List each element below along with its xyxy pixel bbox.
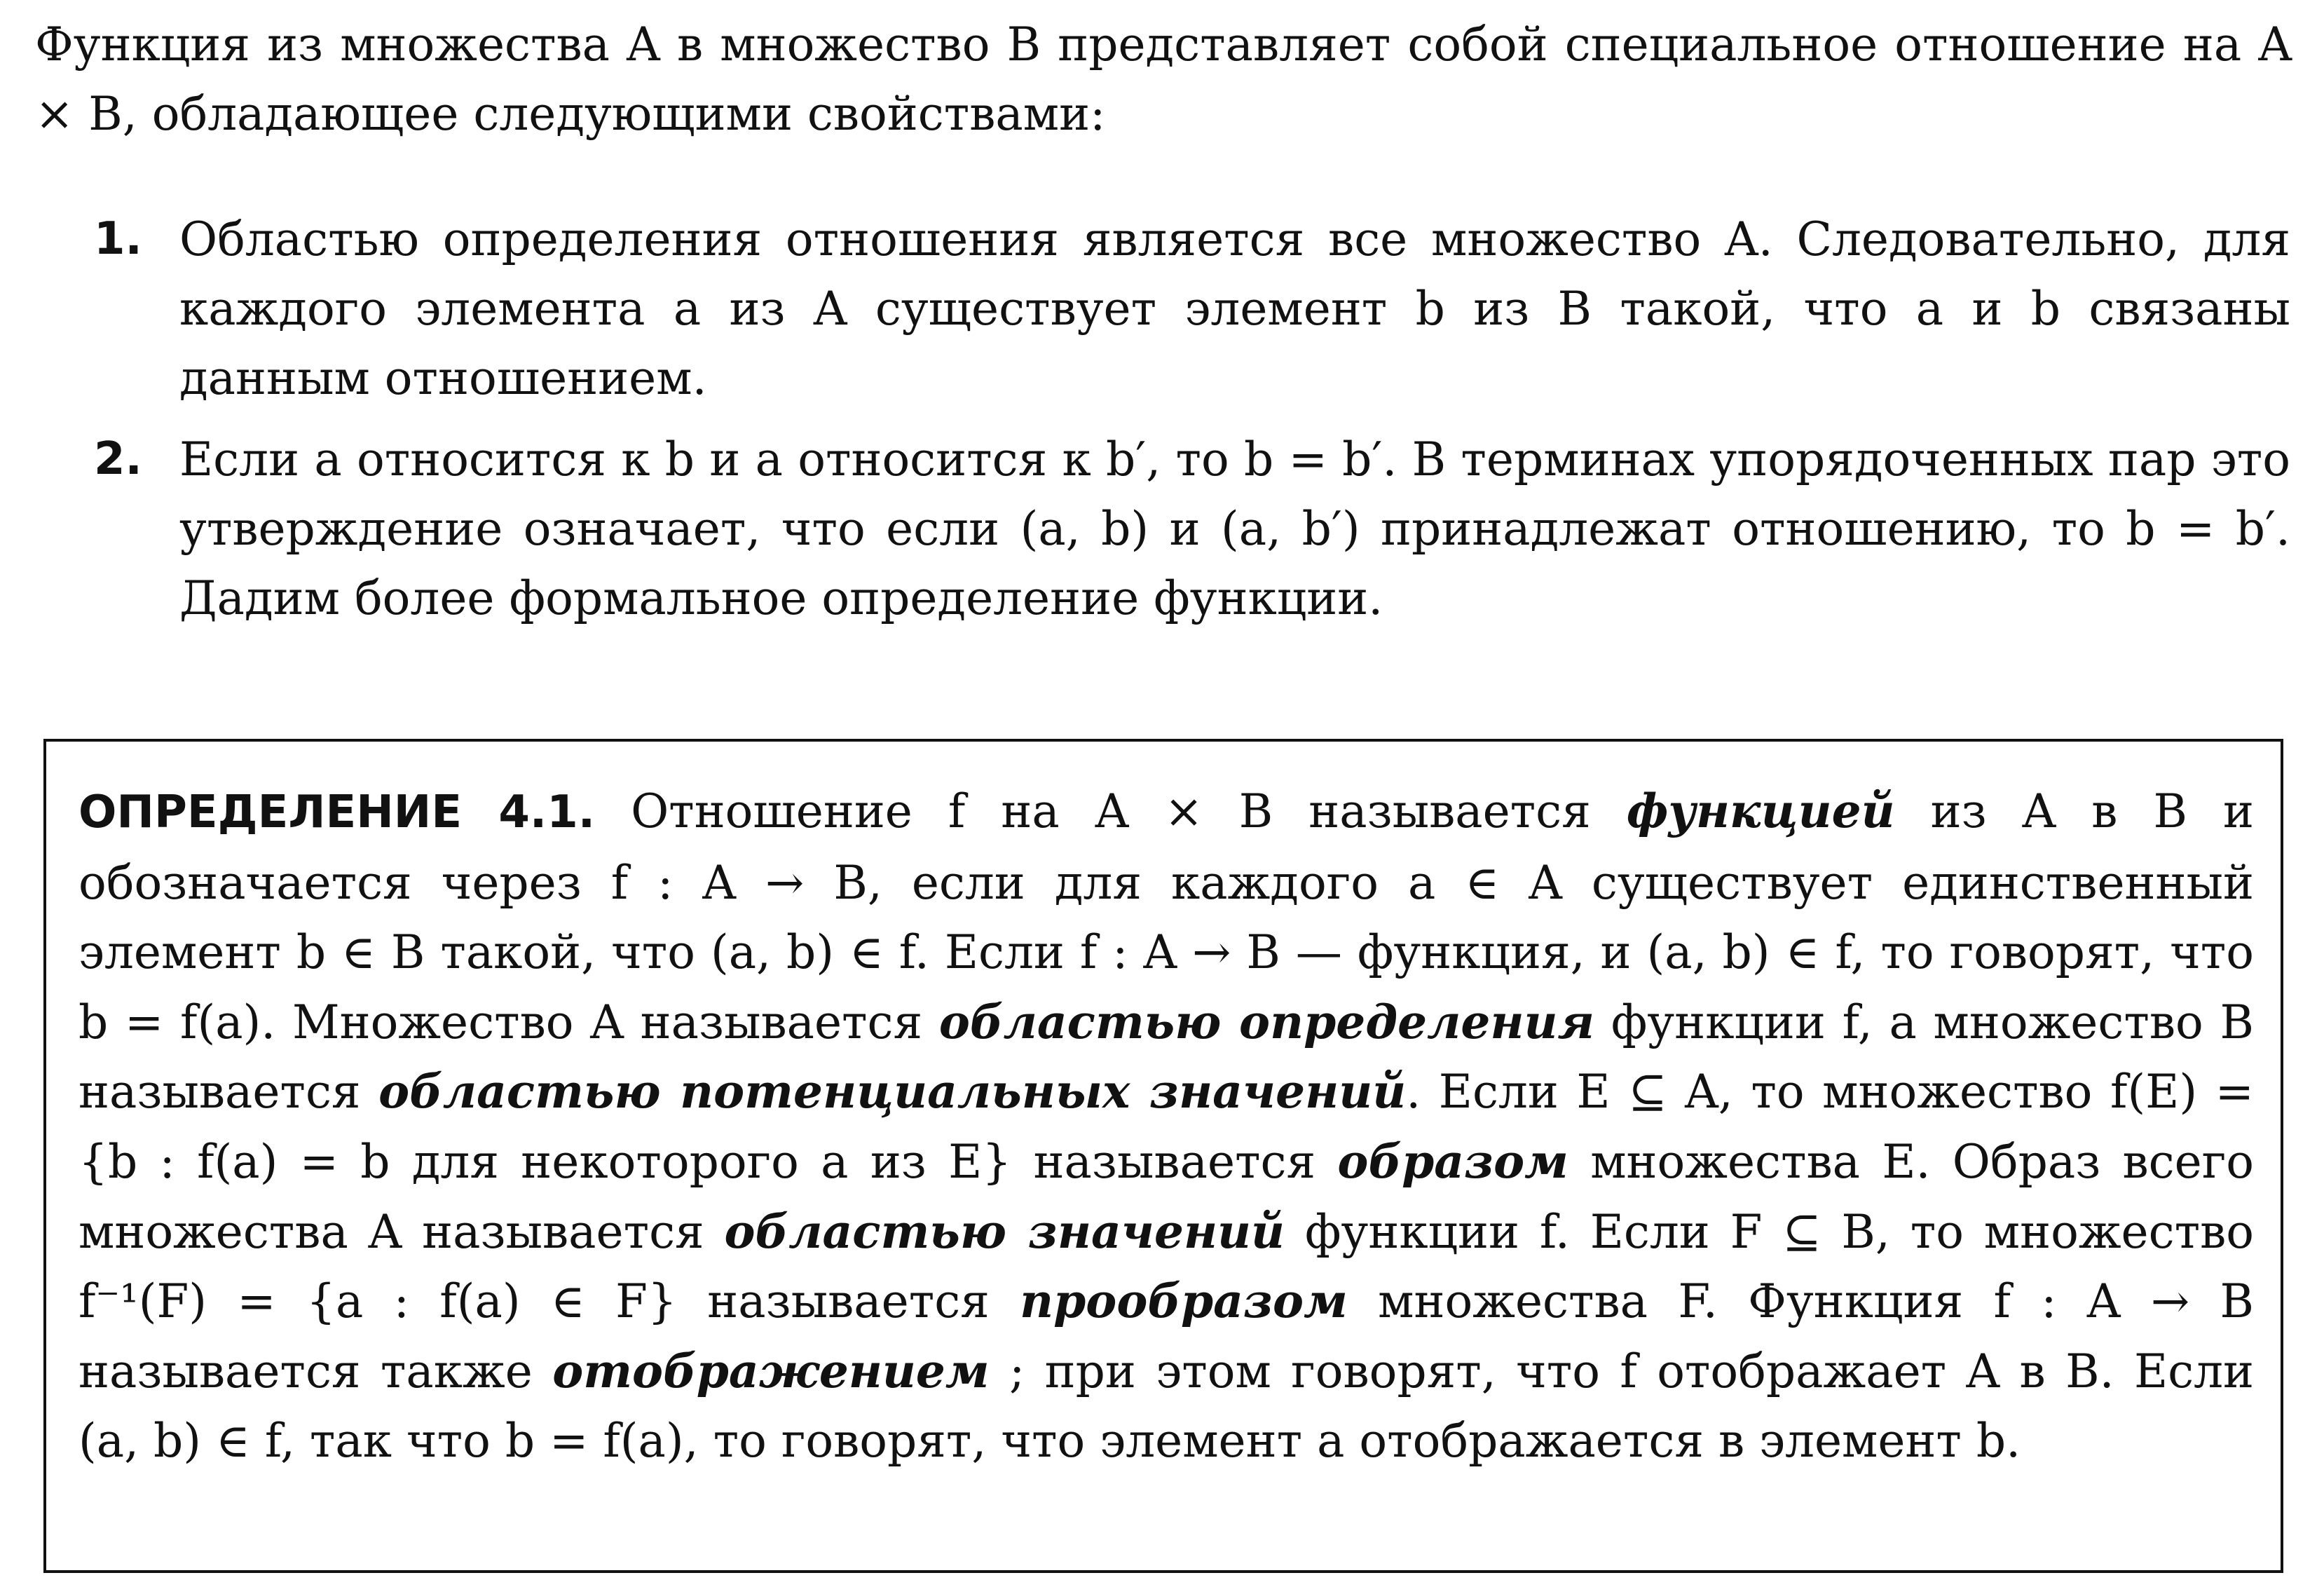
- term-codomain: областью потенциальных значений: [378, 1064, 1407, 1119]
- property-number: 2.: [94, 433, 142, 485]
- definition-text: [78, 777, 2254, 1476]
- definition-heading: ОПРЕДЕЛЕНИЕ 4.1.: [78, 786, 596, 838]
- term-preimage: прообразом: [1020, 1274, 1348, 1329]
- property-text: Если a относится к b и a относится к b′, то b = b′. В терминах упорядоченных пар это утверждение означает, что если (a, b) и (a, b′) принадлежат отношению, то b = b′. Дадим более формальное определение функции.: [179, 432, 2290, 625]
- definition-segment: ; при этом говорят, что f отображает A в B. Если (a, b) ∈ f, так что b = f(a), то говорят, что элемент a отображается в элемент b.: [78, 1344, 2254, 1469]
- definition-segment: множества F. Функция f : A → B называется также: [78, 1274, 2254, 1398]
- definition-segment: . Если E ⊆ A, то множество f(E) = {b : f(a) = b для некоторого a из E} называется: [78, 1065, 2254, 1189]
- definition-segment: из A в B и обозначается через f : A → B, если для каждого a ∈ A существует единственный элемент b ∈ B такой, что (a, b) ∈ f. Если f : A → B — функция, и (a, b) ∈ f, то говорят, что b = f(a). Множество A называется: [78, 784, 2254, 1049]
- definition-segment: функции f. Если F ⊆ B, то множество f⁻¹(F) = {a : f(a) ∈ F} называется: [78, 1204, 2254, 1329]
- definition-segment: множества E. Образ всего множества A называется: [78, 1134, 2255, 1259]
- property-number: 1.: [94, 213, 142, 265]
- definition-segment: Отношение f на A × B называется: [595, 784, 1627, 838]
- intro-paragraph: Функция из множества A в множество B представляет собой специальное отношение на A × B, обладающее следующими свойствами:: [35, 18, 2292, 141]
- term-function: функцией: [1626, 784, 1895, 838]
- term-domain: областью определения: [938, 994, 1595, 1049]
- term-range: областью значений: [724, 1204, 1285, 1259]
- definition-segment: функции f, а множество B называется: [78, 995, 2254, 1119]
- property-text: Областью определения отношения является все множество A. Следовательно, для каждого элемента a из A существует элемент b из B такой, что a и b связаны данным отношением.: [179, 212, 2290, 405]
- definition-box: [43, 739, 2283, 1573]
- term-mapping: отображением: [552, 1343, 990, 1398]
- term-image: образом: [1337, 1133, 1568, 1189]
